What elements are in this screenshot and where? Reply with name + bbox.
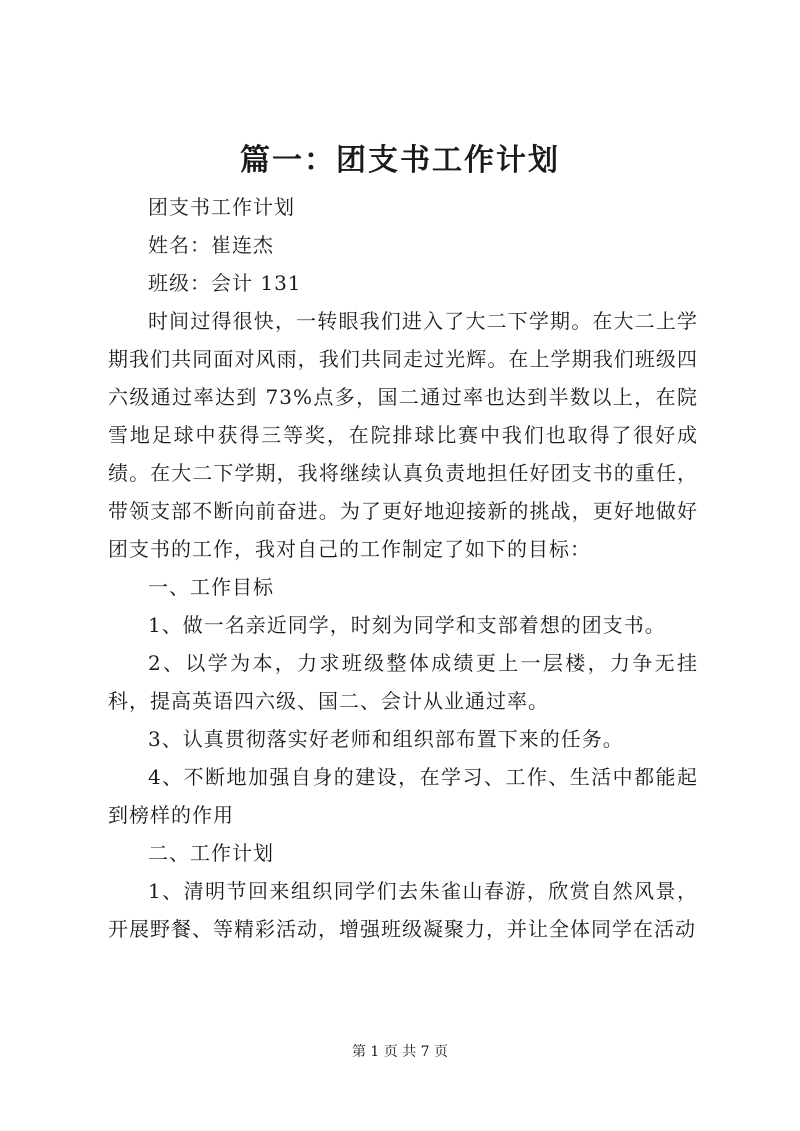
page-footer: 第 1 页 共 7 页	[351, 1044, 449, 1060]
document-title: 篇一：团支书工作计划	[240, 143, 560, 178]
goal-item-4: 4、不断地加强自身的建设，在学习、工作、生活中都能起到榜样的作用	[108, 765, 698, 827]
section-heading-goals: 一、工作目标	[148, 575, 274, 599]
section-heading-plan: 二、工作计划	[148, 841, 274, 865]
document-body	[108, 188, 698, 948]
goal-item-1: 1、做一名亲近同学，时刻为同学和支部着想的团支书。	[148, 613, 666, 637]
goal-item-3: 3、认真贯彻落实好老师和组织部布置下来的任务。	[148, 727, 624, 751]
paragraph-name: 姓名：崔连杰	[148, 233, 274, 257]
paragraph-intro: 时间过得很快，一转眼我们进入了大二下学期。在大二上学期我们共同面对风雨，我们共同走过光辉。在上学期我们班级四六级通过率达到 73%点多，国二通过率也达到半数以上，在院雪地足球中获得三等奖，在院排球比赛中我们也取得了很好成绩。在大二下学期，我将继续认真负责地担任好团支书的重任，带领支部不断向前奋进。为了更好地迎接新的挑战，更好地做好团支书的工作，我对自己的工作制定了如下的目标：	[108, 309, 698, 561]
goal-item-2: 2、以学为本，力求班级整体成绩更上一层楼，力争无挂科，提高英语四六级、国二、会计从业通过率。	[108, 651, 698, 713]
paragraph-class: 班级：会计 131	[148, 271, 302, 295]
plan-item-1: 1、清明节回来组织同学们去朱雀山春游，欣赏自然风景，开展野餐、等精彩活动，增强班级凝聚力，并让全体同学在活动	[108, 879, 698, 941]
paragraph-heading: 团支书工作计划	[148, 195, 295, 219]
